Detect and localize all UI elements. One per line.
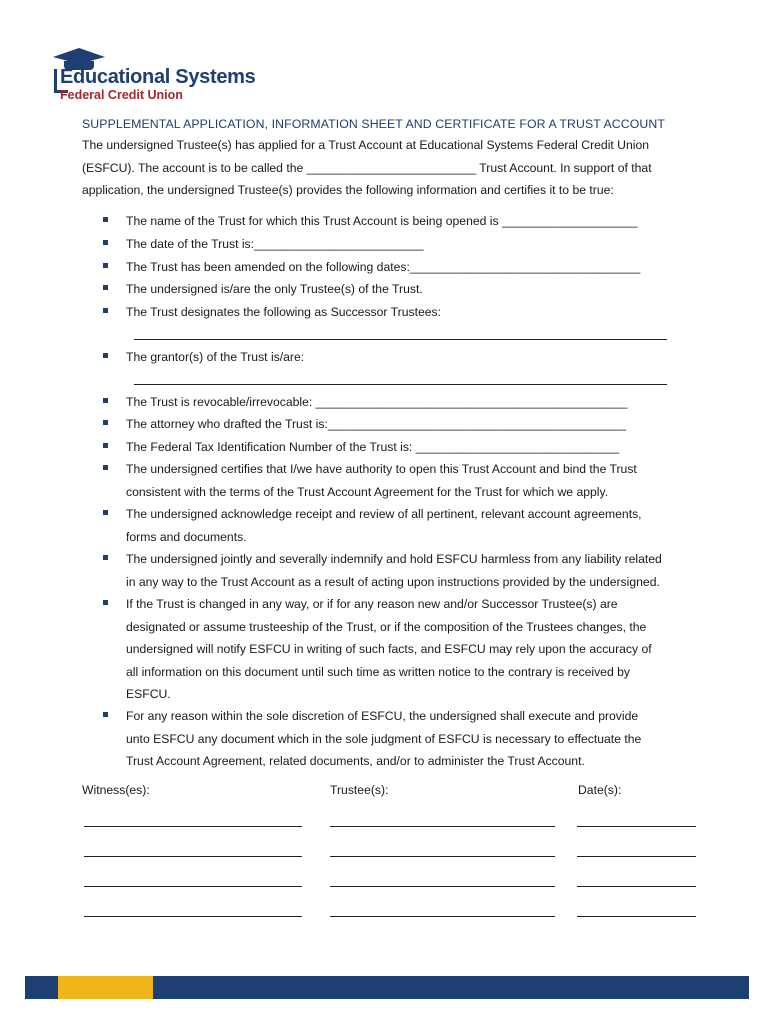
square-bullet-icon [103,353,108,358]
square-bullet-icon [103,263,108,268]
witness-signature-line[interactable] [84,856,302,857]
intro-line: The undersigned Trustee(s) has applied for a Trust Account at Educational Systems Federal Credit Union [82,138,650,152]
witness-signature-line[interactable] [84,886,302,887]
witness-signature-line[interactable] [84,916,302,917]
square-bullet-icon [103,600,108,605]
square-bullet-icon [103,420,108,425]
esfcu-logo [50,42,256,106]
successor-trustees-blank[interactable] [134,339,667,340]
square-bullet-icon [103,712,108,717]
square-bullet-icon [103,555,108,560]
square-bullet-icon [103,217,108,222]
square-bullet-icon [103,240,108,245]
intro-line: application, the undersigned Trustee(s) provides the following information and certifies it to be true: [82,183,614,197]
date-line[interactable] [577,826,696,827]
footer-gold-block [58,976,153,999]
date-line[interactable] [577,916,696,917]
square-bullet-icon [103,443,108,448]
witness-label: Witness(es): [82,783,150,797]
trustee-signature-line[interactable] [330,886,555,887]
square-bullet-icon [103,285,108,290]
trustee-label: Trustee(s): [330,783,389,797]
grantor-blank[interactable] [134,384,667,385]
witness-signature-line[interactable] [84,826,302,827]
graduation-cap-icon [53,48,105,57]
logo-name: Educational Systems [60,66,256,88]
trustee-signature-line[interactable] [330,856,555,857]
square-bullet-icon [103,308,108,313]
date-line[interactable] [577,886,696,887]
logo-subname: Federal Credit Union [60,88,183,102]
trustee-signature-line[interactable] [330,916,555,917]
trustee-signature-line[interactable] [330,826,555,827]
document-title: SUPPLEMENTAL APPLICATION, INFORMATION SHEET AND CERTIFICATE FOR A TRUST ACCOUNT [82,117,665,131]
date-line[interactable] [577,856,696,857]
intro-line: (ESFCU). The account is to be called the _________________________ Trust Account. In support of that [82,160,652,175]
date-label: Date(s): [578,783,622,797]
square-bullet-icon [103,465,108,470]
square-bullet-icon [103,398,108,403]
intro-paragraph [82,134,702,202]
square-bullet-icon [103,510,108,515]
